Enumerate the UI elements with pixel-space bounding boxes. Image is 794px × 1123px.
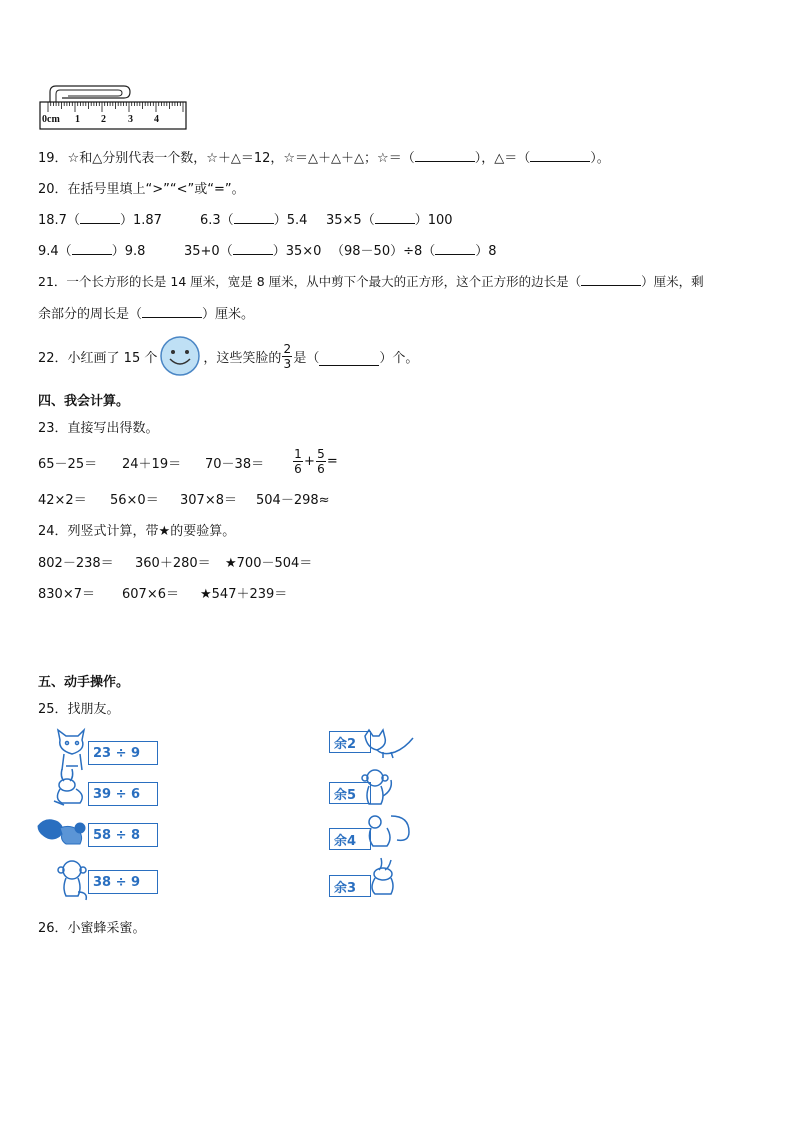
answer-blank[interactable] [234, 211, 274, 224]
denominator: 6 [317, 461, 325, 476]
expr-left: 35+0（ [184, 244, 233, 259]
answer-blank[interactable] [80, 211, 120, 224]
answer-blank[interactable] [415, 149, 475, 162]
card-label: 余3 [334, 880, 357, 896]
answer-blank[interactable] [375, 211, 415, 224]
q21-text-a: 21．一个长方形的长是 14 厘米，宽是 8 厘米，从中剪下个最大的正方形，这个正方形的边长是（ [38, 274, 582, 289]
q23-expr-1: 65－25＝ [38, 457, 98, 472]
card-label: 23 ÷ 9 [93, 745, 141, 761]
q23-expr-2: 24＋19＝ [122, 457, 182, 472]
equals-sign: = [326, 453, 338, 469]
q23-fraction-expr [292, 440, 338, 482]
expr-left: 9.4（ [38, 244, 72, 259]
denominator: 3 [283, 356, 292, 371]
fox-animal-icon [361, 728, 415, 760]
plus-sign: + [304, 453, 315, 469]
answer-blank[interactable] [530, 149, 590, 162]
q22-text-b: ，这些笑脸的 [203, 350, 282, 366]
q19-text: 19．☆和△分别代表一个数，☆＋△＝12，☆＝△＋△＋△；☆＝（ [38, 151, 415, 166]
q24-expr-5: 607×6＝ [122, 587, 179, 602]
q24-expr-4: 830×7＝ [38, 587, 95, 602]
q21-text-c: 余部分的周长是（ [38, 307, 143, 322]
q24-expr-6: ★547＋239＝ [200, 587, 288, 602]
ruler-label-4: 4 [154, 114, 159, 125]
expr-left: 18.7（ [38, 213, 80, 228]
numerator: 2 [283, 341, 292, 356]
question-20-title: 20．在括号里填上“>”“<”或“=”。 [38, 182, 245, 197]
q24-expr-3: ★700－504＝ [225, 556, 313, 571]
q22-text-a: 22．小红画了 15 个 [38, 350, 158, 366]
expr-right: ）5.4 [273, 213, 308, 228]
fraction-two-thirds [282, 342, 292, 371]
q21-text-b: ）厘米，剩 [641, 274, 704, 289]
ruler-svg [38, 80, 190, 132]
numerator: 1 [294, 446, 302, 461]
ruler-label-1: 1 [75, 114, 80, 125]
monkey-animal-icon [56, 858, 92, 902]
card-label: 余4 [334, 833, 357, 849]
squirrel-animal-icon [361, 812, 413, 850]
paperclip-icon [50, 86, 130, 102]
q19-end: ）。 [590, 151, 610, 166]
question-26-title: 26．小蜜蜂采蜜。 [38, 921, 146, 936]
q20-row1-item1 [38, 209, 162, 228]
q23-expr-6: 56×0＝ [110, 493, 159, 508]
question-23-title: 23．直接写出得数。 [38, 421, 159, 436]
question-21-line2 [38, 303, 254, 322]
expr-left: 6.3（ [200, 213, 234, 228]
question-22 [38, 335, 418, 377]
q24-expr-2: 360＋280＝ [135, 556, 211, 571]
division-card-3[interactable] [88, 823, 158, 847]
answer-blank[interactable] [233, 242, 273, 255]
ruler-label-2: 2 [101, 114, 106, 125]
answer-blank[interactable] [72, 242, 112, 255]
question-24-title: 24．列竖式计算，带★的要验算。 [38, 524, 236, 539]
card-label: 58 ÷ 8 [93, 827, 141, 843]
division-card-1[interactable] [88, 741, 158, 765]
cat-animal-icon [52, 726, 92, 772]
denominator: 6 [294, 461, 302, 476]
question-25-title: 25．找朋友。 [38, 702, 120, 717]
question-19 [38, 147, 610, 166]
answer-blank[interactable] [142, 305, 202, 318]
card-label: 38 ÷ 9 [93, 874, 141, 890]
card-label: 余2 [334, 736, 357, 752]
rabbit-animal-icon [361, 856, 401, 898]
q23-expr-8: 504－298≈ [256, 493, 330, 508]
q23-expr-7: 307×8＝ [180, 493, 237, 508]
q20-row2-item1 [38, 240, 145, 259]
q24-expr-1: 802－238＝ [38, 556, 114, 571]
q23-expr-5: 42×2＝ [38, 493, 87, 508]
section-4-title: 四、我会计算。 [38, 394, 130, 409]
q23-expr-3: 70－38＝ [205, 457, 265, 472]
card-label: 39 ÷ 6 [93, 786, 141, 802]
ruler-label-0: 0cm [42, 114, 60, 125]
ruler-label-3: 3 [128, 114, 133, 125]
card-label: 余5 [334, 787, 357, 803]
division-card-4[interactable] [88, 870, 158, 894]
answer-blank[interactable] [581, 273, 641, 286]
fraction-five-sixths [316, 447, 326, 476]
section-5-title: 五、动手操作。 [38, 675, 130, 690]
question-21-line1 [38, 272, 704, 290]
rabbit-animal-icon [50, 767, 92, 807]
expr-right: ）100 [414, 213, 453, 228]
expr-right: ）1.87 [119, 213, 162, 228]
expr-right: ）9.8 [111, 244, 146, 259]
expr-right: ）35×0 [272, 244, 322, 259]
answer-blank[interactable] [319, 353, 379, 366]
q20-row1-item3 [326, 209, 453, 228]
q20-row2-item3 [331, 240, 497, 259]
ruler-figure [38, 80, 190, 132]
expr-left: 35×5（ [326, 213, 375, 228]
smiley-face-icon [158, 335, 202, 377]
squirrel-animal-icon [36, 816, 92, 850]
numerator: 5 [317, 446, 325, 461]
division-card-2[interactable] [88, 782, 158, 806]
q22-text-d: ）个。 [379, 350, 419, 366]
q22-text-c: 是（ [293, 350, 320, 366]
monkey-animal-icon [361, 768, 397, 812]
ruler-body [40, 102, 186, 129]
fraction-one-sixth [293, 447, 303, 476]
q19-mid: ），△＝（ [474, 151, 531, 166]
q20-row2-item2 [184, 240, 321, 259]
q21-text-d: ）厘米。 [202, 307, 255, 322]
expr-right: ）8 [475, 244, 497, 259]
q20-row1-item2 [200, 209, 307, 228]
answer-blank[interactable] [435, 242, 475, 255]
expr-left: （98－50）÷8（ [331, 244, 436, 259]
